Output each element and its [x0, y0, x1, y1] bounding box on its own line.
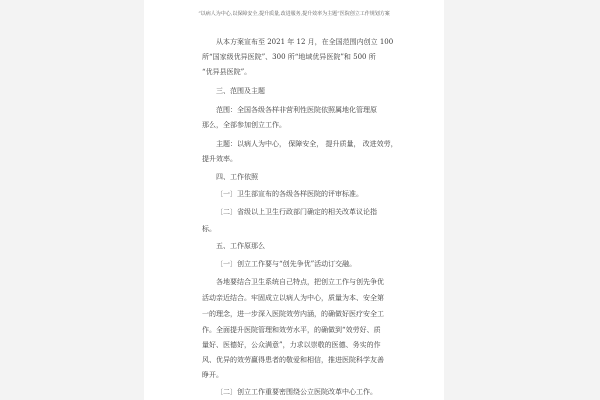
paragraph-line: 标。	[202, 225, 216, 233]
list-item: 〔一〕创立工作要与“创先争优”活动订交融。	[216, 260, 357, 268]
paragraph-line: 主题：以病人为中心， 保障安全， 提升质量， 改进效劳，	[216, 140, 398, 148]
section-heading: 四、工作依照	[216, 173, 258, 181]
paragraph-line: 从本方案宣布至 2021 年 12 月，在全国范围内创立 100	[216, 38, 394, 46]
paragraph-line: 那么，全部参加创立工作。	[202, 121, 286, 129]
paragraph-line: 各地要结合卫生系统自己特点，把创立工作与创先争优	[216, 278, 384, 286]
paragraph-line: 范围：全国各级各样非营利性医院依照属地化管理原	[216, 106, 377, 114]
section-heading: 三、范围及主题	[216, 87, 265, 95]
paragraph-line: 作。全面提升医院管理和效劳水平，的确做到“效劳好、质	[202, 326, 381, 334]
paragraph-line: 一的理念，进一步深入医院效劳内涵，的确做好医疗安全工	[202, 310, 384, 318]
document-page	[144, 0, 444, 400]
list-item: 〔二〕省级以上卫生行政部门确定的相关改革议论指	[216, 208, 377, 216]
paragraph-line: 活动亲近结合。牢固成立以病人为中心，质量为本、安全第	[202, 294, 384, 302]
paragraph-line: 睁开。	[202, 371, 223, 379]
section-heading: 五、工作原那么	[216, 242, 265, 250]
paragraph-line: 风、优异的效劳赢得患者的敬爱和相信，推进医院科学友善	[202, 356, 384, 364]
page-header: “以病人为中心,以保障安全,提升质量,改进服务,提升效率为主题”医院创立工作规划方案	[198, 11, 390, 17]
paragraph-line: 量好、医德好，公众满意”，力求以崇敬的医德、务实的作	[202, 341, 381, 349]
list-item: 〔一〕卫生部宣布的各级各样医院的评审标准。	[216, 190, 363, 198]
list-item: 〔二〕创立工作重要密围绕公立医院改革中心工作。	[216, 388, 377, 396]
paragraph-line: “优异县医院”。	[202, 68, 252, 76]
paragraph-line: 提升效率。	[202, 155, 237, 163]
paragraph-line: 所“国家级优异医院”、300 所“地域优异医院”和 500 所	[202, 53, 376, 61]
